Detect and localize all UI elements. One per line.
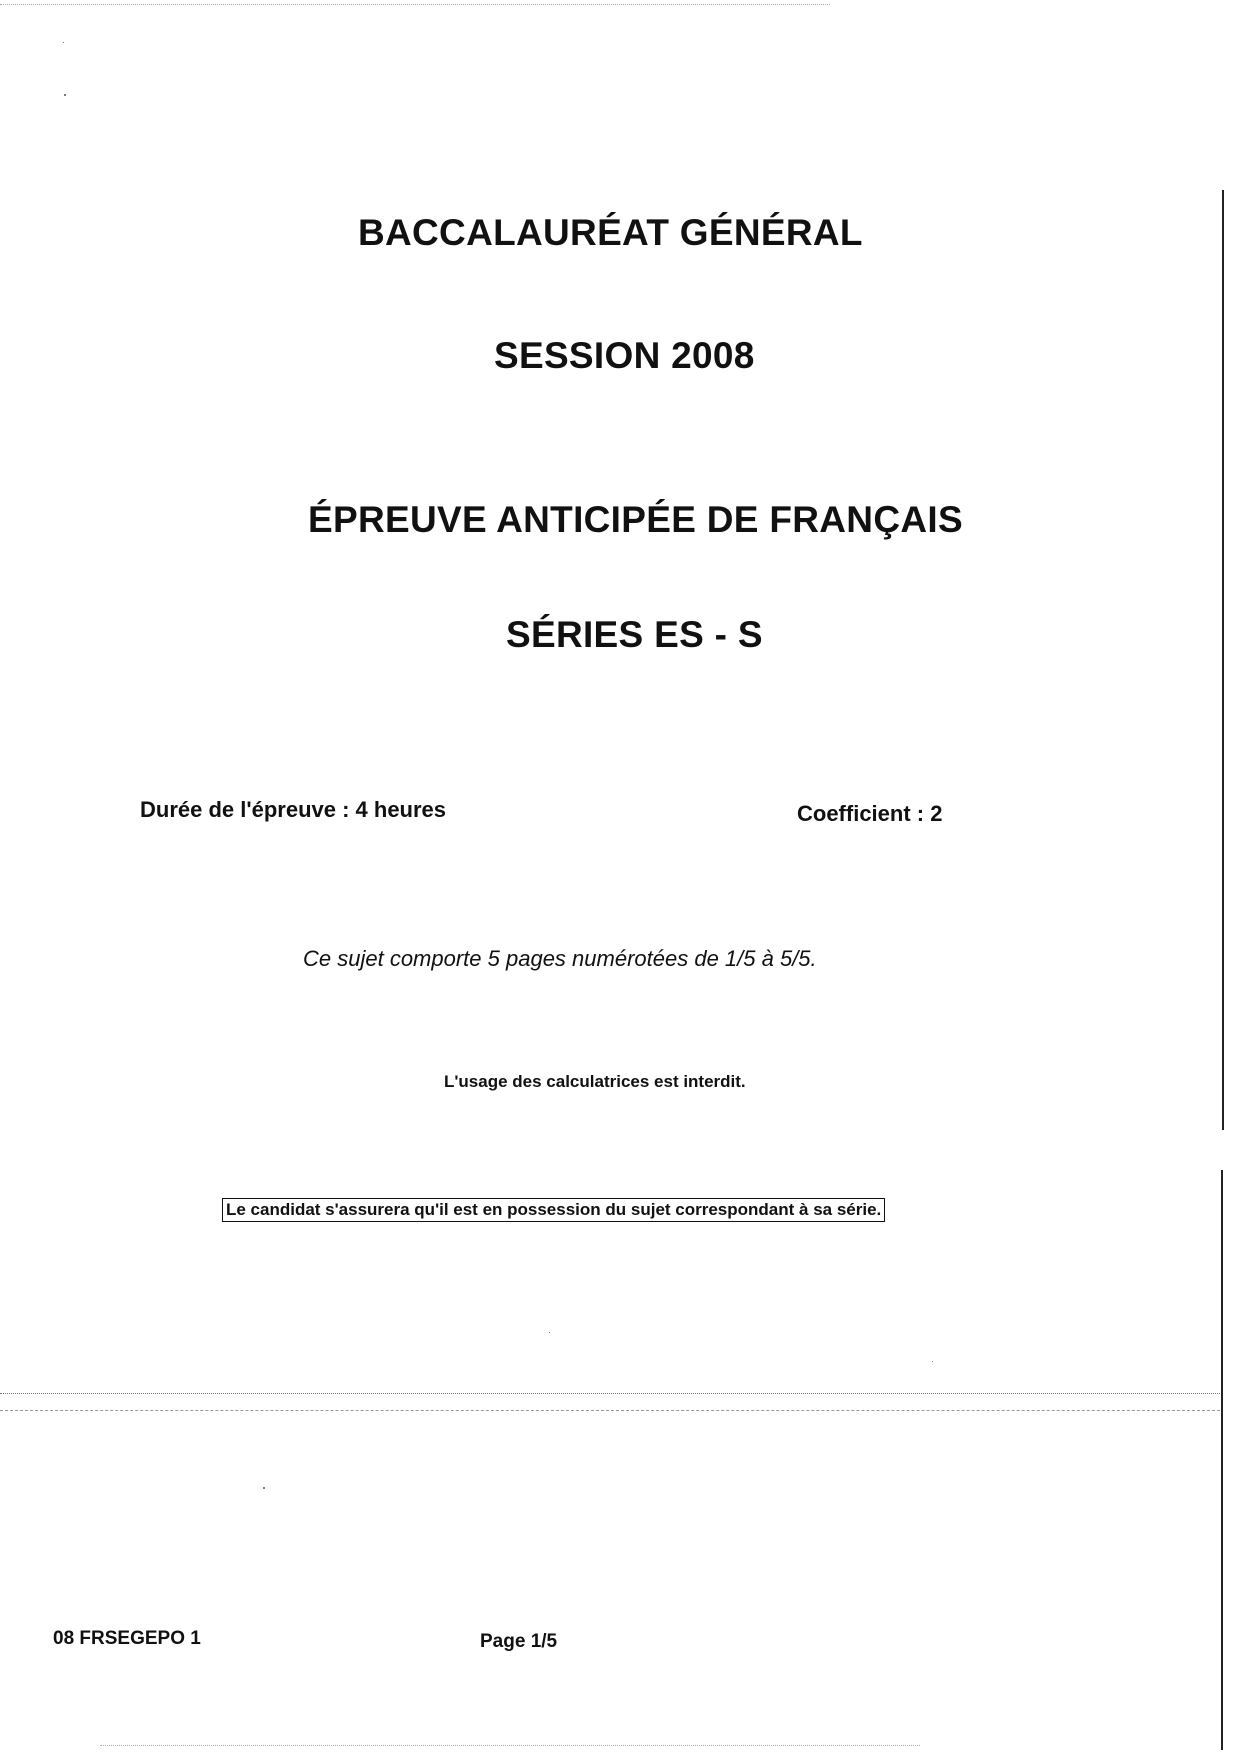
scan-edge-line-upper <box>1222 190 1224 1130</box>
page-count-note: Ce sujet comporte 5 pages numérotées de 1/5 à 5/5. <box>303 946 817 971</box>
calculator-rule: L'usage des calculatrices est interdit. <box>444 1072 746 1091</box>
scan-speck <box>263 1487 265 1489</box>
scan-edge-line-lower <box>1221 1170 1223 1750</box>
scan-speck <box>549 1332 550 1333</box>
scan-top-dots <box>0 4 830 5</box>
scan-fold-line-1 <box>0 1393 1220 1394</box>
scan-speck <box>64 94 66 96</box>
scan-speck <box>63 42 64 43</box>
exam-title: BACCALAURÉAT GÉNÉRAL <box>358 212 863 253</box>
exam-subject: ÉPREUVE ANTICIPÉE DE FRANÇAIS <box>308 499 963 540</box>
scan-bottom-dots <box>100 1745 920 1746</box>
exam-duration: Durée de l'épreuve : 4 heures <box>140 797 447 822</box>
footer-page-number: Page 1/5 <box>480 1631 558 1652</box>
footer-exam-code: 08 FRSEGEPO 1 <box>53 1628 201 1649</box>
scan-speck <box>932 1361 933 1362</box>
exam-series: SÉRIES ES - S <box>506 614 763 655</box>
exam-coefficient: Coefficient : 2 <box>797 801 943 826</box>
scan-fold-line-2 <box>0 1410 1220 1411</box>
candidate-warning-box: Le candidat s'assurera qu'il est en possession du sujet correspondant à sa série. <box>222 1198 885 1222</box>
exam-session: SESSION 2008 <box>494 335 755 376</box>
